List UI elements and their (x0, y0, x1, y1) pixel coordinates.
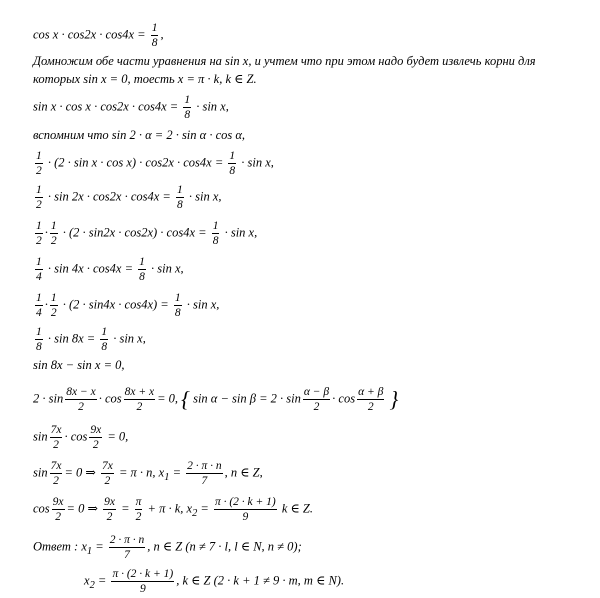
eq10-a: 2 · sin (33, 391, 64, 406)
frac-den: 8 (229, 165, 236, 177)
frac-num: 1 (36, 184, 42, 196)
frac-den: 8 (184, 109, 191, 121)
frac-den: 2 (135, 511, 142, 523)
eq8-mid: · sin 8x = (47, 331, 96, 346)
equation-12 (33, 460, 263, 487)
frac-den: 8 (101, 341, 108, 353)
equation-3 (33, 150, 274, 177)
ans1-tail: , n ∈ Z (n ≠ 7 · l, l ∈ N, n ≠ 0); (147, 539, 302, 554)
eq4-tail: · sin x, (188, 189, 222, 204)
note-line-2: которых sin x = 0, тоесть x = π · k, k ∈ Z. (33, 72, 257, 86)
frac-num: 1 (50, 292, 57, 304)
eq12-eq: = (172, 465, 181, 480)
frac-num: 1 (101, 326, 108, 338)
frac-num: 1 (174, 292, 181, 304)
eq11-fraction-2 (89, 424, 102, 451)
eq13-c2: + π · k, x (147, 501, 193, 516)
answer-label: Ответ : (33, 539, 79, 554)
frac-den: 2 (50, 235, 57, 247)
eq7-fraction-a (35, 292, 43, 319)
frac-num: 1 (229, 150, 236, 162)
frac-den: 8 (139, 271, 145, 283)
ans2-fraction (111, 568, 174, 595)
eq13-fraction-1 (52, 496, 65, 523)
frac-den: 2 (136, 401, 143, 413)
frac-den: 2 (106, 511, 113, 523)
frac-den: 4 (36, 307, 42, 319)
eq1-lhs: cos x · cos2x · cos4x = (33, 27, 146, 42)
subscript: 1 (86, 545, 93, 557)
eq8-fraction-b (100, 326, 108, 353)
eq4-fraction-a (35, 184, 43, 211)
eq3-mid: · (2 · sin x · cos x) · cos2x · cos4x = (47, 155, 224, 170)
ans1-eq: = (95, 539, 104, 554)
frac-num: 1 (36, 326, 42, 338)
equation-7: $\frac{1}{4}$ · $\frac{1}{2}$ · (2 · sin4x · cos4x) = $\frac{1}{8}$ · sin x, (36, 292, 220, 319)
eq5-mid: · (2 · sin2x · cos2x) · cos4x = (62, 225, 207, 240)
frac-num: π (135, 496, 142, 508)
ans2-x: x (84, 573, 90, 588)
equation-4 (33, 184, 222, 211)
eq13-b: = 0 ⇒ (66, 501, 98, 516)
frac-num: 2 · π · n (109, 534, 145, 546)
eq2-tail: · sin x, (196, 99, 229, 114)
frac-num: π · (2 · k + 1) (214, 496, 276, 508)
answer-line-1 (33, 534, 302, 561)
frac-num: 1 (139, 256, 145, 268)
ans1-x: x (81, 539, 87, 554)
eq2-fraction (183, 94, 191, 121)
eq10-c: = 0, (157, 391, 179, 406)
subscript: 1 (164, 471, 170, 483)
formula-fraction-1 (303, 386, 330, 413)
eq6-fraction-b (138, 256, 146, 283)
eq12-b: = 0 ⇒ (64, 465, 96, 480)
equation-13 (33, 496, 313, 523)
equation-9: sin 8x − sin x = 0, (33, 358, 125, 372)
eq4-fraction-b (176, 184, 184, 211)
frac-den: 2 (53, 475, 59, 487)
eq3-fraction-b (228, 150, 236, 177)
frac-num: 1 (212, 220, 219, 232)
frac-num: α + β (358, 386, 384, 398)
eq7-fraction-b (50, 292, 58, 319)
eq6-mid: · sin 4x · cos4x = (47, 261, 134, 276)
formula-part-1: sin α − sin β = 2 · sin (193, 391, 301, 406)
eq8-fraction-a (35, 326, 43, 353)
eq1-fraction (151, 22, 159, 49)
eq2-lhs: sin x · cos x · cos2x · cos4x = (33, 99, 179, 114)
note-line-3: вспомним что sin 2 · α = 2 · sin α · cos α, (33, 128, 246, 142)
eq13-a: cos (33, 501, 50, 516)
frac-num: 9x (90, 424, 102, 436)
eq11-a: sin (33, 429, 48, 444)
formula-fraction-2 (357, 386, 384, 413)
frac-den: 8 (36, 341, 42, 353)
eq13-tail: k ∈ Z. (281, 501, 314, 516)
eq4-mid: · sin 2x · cos2x · cos4x = (47, 189, 171, 204)
subscript: 2 (89, 579, 95, 591)
frac-num: 8x + x (124, 386, 155, 398)
answer-line-2 (84, 568, 344, 595)
eq6-fraction-a (35, 256, 43, 283)
frac-den: 2 (50, 307, 57, 319)
ans1-fraction (109, 534, 146, 561)
eq10-b: · cos (98, 391, 122, 406)
eq7-mid: · (2 · sin4x · cos4x) = (62, 297, 169, 312)
eq5-fraction-a (35, 220, 43, 247)
frac-num: 7x (50, 424, 62, 436)
ans2-eq: = (97, 573, 107, 588)
frac-den: 8 (174, 307, 181, 319)
eq13-fraction-4 (214, 496, 277, 523)
frac-num: 1 (177, 184, 183, 196)
frac-den: 2 (367, 401, 374, 413)
frac-den: 2 (78, 401, 84, 413)
frac-num: α − β (303, 386, 330, 398)
eq12-c: = π · n, x (118, 465, 165, 480)
ans2-tail: , k ∈ Z (2 · k + 1 ≠ 9 · m, m ∈ N). (176, 573, 345, 588)
frac-num: 1 (36, 150, 42, 162)
frac-den: 2 (36, 235, 42, 247)
frac-num: 1 (36, 256, 42, 268)
frac-den: 2 (36, 199, 42, 211)
eq1-tail: , (160, 27, 164, 42)
eq13-c: = (121, 501, 130, 516)
frac-den: 8 (212, 235, 219, 247)
frac-num: 1 (50, 220, 57, 232)
eq5-tail: · sin x, (224, 225, 258, 240)
equation-5: $\frac{1}{2}$ · $\frac{1}{2}$ · (2 · sin2x · cos2x) · cos4x = $\frac{1}{8}$ · sin x, (36, 220, 258, 247)
frac-num: 9x (52, 496, 64, 508)
frac-num: 2 · π · n (187, 460, 222, 472)
eq11-fraction-1 (50, 424, 63, 451)
frac-den: 2 (36, 165, 42, 177)
right-brace: } (389, 386, 399, 412)
eq3-fraction-a (35, 150, 43, 177)
frac-num: 1 (36, 292, 42, 304)
eq6-tail: · sin x, (151, 261, 184, 276)
frac-num: 1 (184, 94, 191, 106)
frac-den: 2 (313, 401, 320, 413)
equation-11 (33, 424, 128, 451)
frac-den: 8 (177, 199, 183, 211)
frac-num: 1 (36, 220, 42, 232)
equation-2 (33, 94, 229, 121)
formula-part-2: · cos (332, 391, 356, 406)
eq8-tail: · sin x, (113, 331, 146, 346)
eq5-fraction-c (212, 220, 220, 247)
equation-10 (33, 386, 398, 413)
frac-den: 9 (242, 511, 249, 523)
equation-1 (33, 22, 164, 49)
eq10-fraction-1 (65, 386, 96, 413)
equation-6 (33, 256, 184, 283)
frac-den: 2 (55, 511, 61, 523)
frac-den: 2 (53, 439, 59, 451)
frac-den: 2 (104, 475, 111, 487)
eq3-tail: · sin x, (241, 155, 274, 170)
frac-den: 4 (36, 271, 42, 283)
frac-den: 7 (124, 549, 130, 561)
eq7-tail: · sin x, (186, 297, 220, 312)
frac-num: 9x (104, 496, 115, 508)
frac-den: 8 (151, 37, 158, 49)
eq12-fraction-3 (186, 460, 223, 487)
frac-num: π · (2 · k + 1) (112, 568, 174, 580)
eq11-b: · cos (64, 429, 88, 444)
eq13-eq: = (200, 501, 209, 516)
equation-8 (33, 326, 146, 353)
frac-den: 2 (92, 439, 99, 451)
eq12-fraction-2 (101, 460, 114, 487)
eq13-fraction-3 (135, 496, 143, 523)
eq12-tail: , n ∈ Z, (224, 465, 263, 480)
frac-num: 7x (50, 460, 62, 472)
eq5-fraction-b (50, 220, 58, 247)
frac-num: 7x (102, 460, 113, 472)
eq12-fraction-1 (50, 460, 63, 487)
frac-den: 9 (139, 583, 146, 595)
frac-num: 1 (151, 22, 158, 34)
eq13-fraction-2 (103, 496, 116, 523)
eq11-c: = 0, (107, 429, 129, 444)
note-line-1: Домножим обе части уравнения на sin x, и учтем что при этом надо будет извлечь корни для (33, 54, 536, 68)
eq10-fraction-2 (124, 386, 155, 413)
eq12-a: sin (33, 465, 48, 480)
left-brace: { (181, 386, 190, 412)
subscript: 2 (192, 507, 198, 519)
frac-num: 8x − x (66, 386, 96, 398)
eq7-fraction-c (174, 292, 182, 319)
frac-den: 7 (201, 475, 208, 487)
